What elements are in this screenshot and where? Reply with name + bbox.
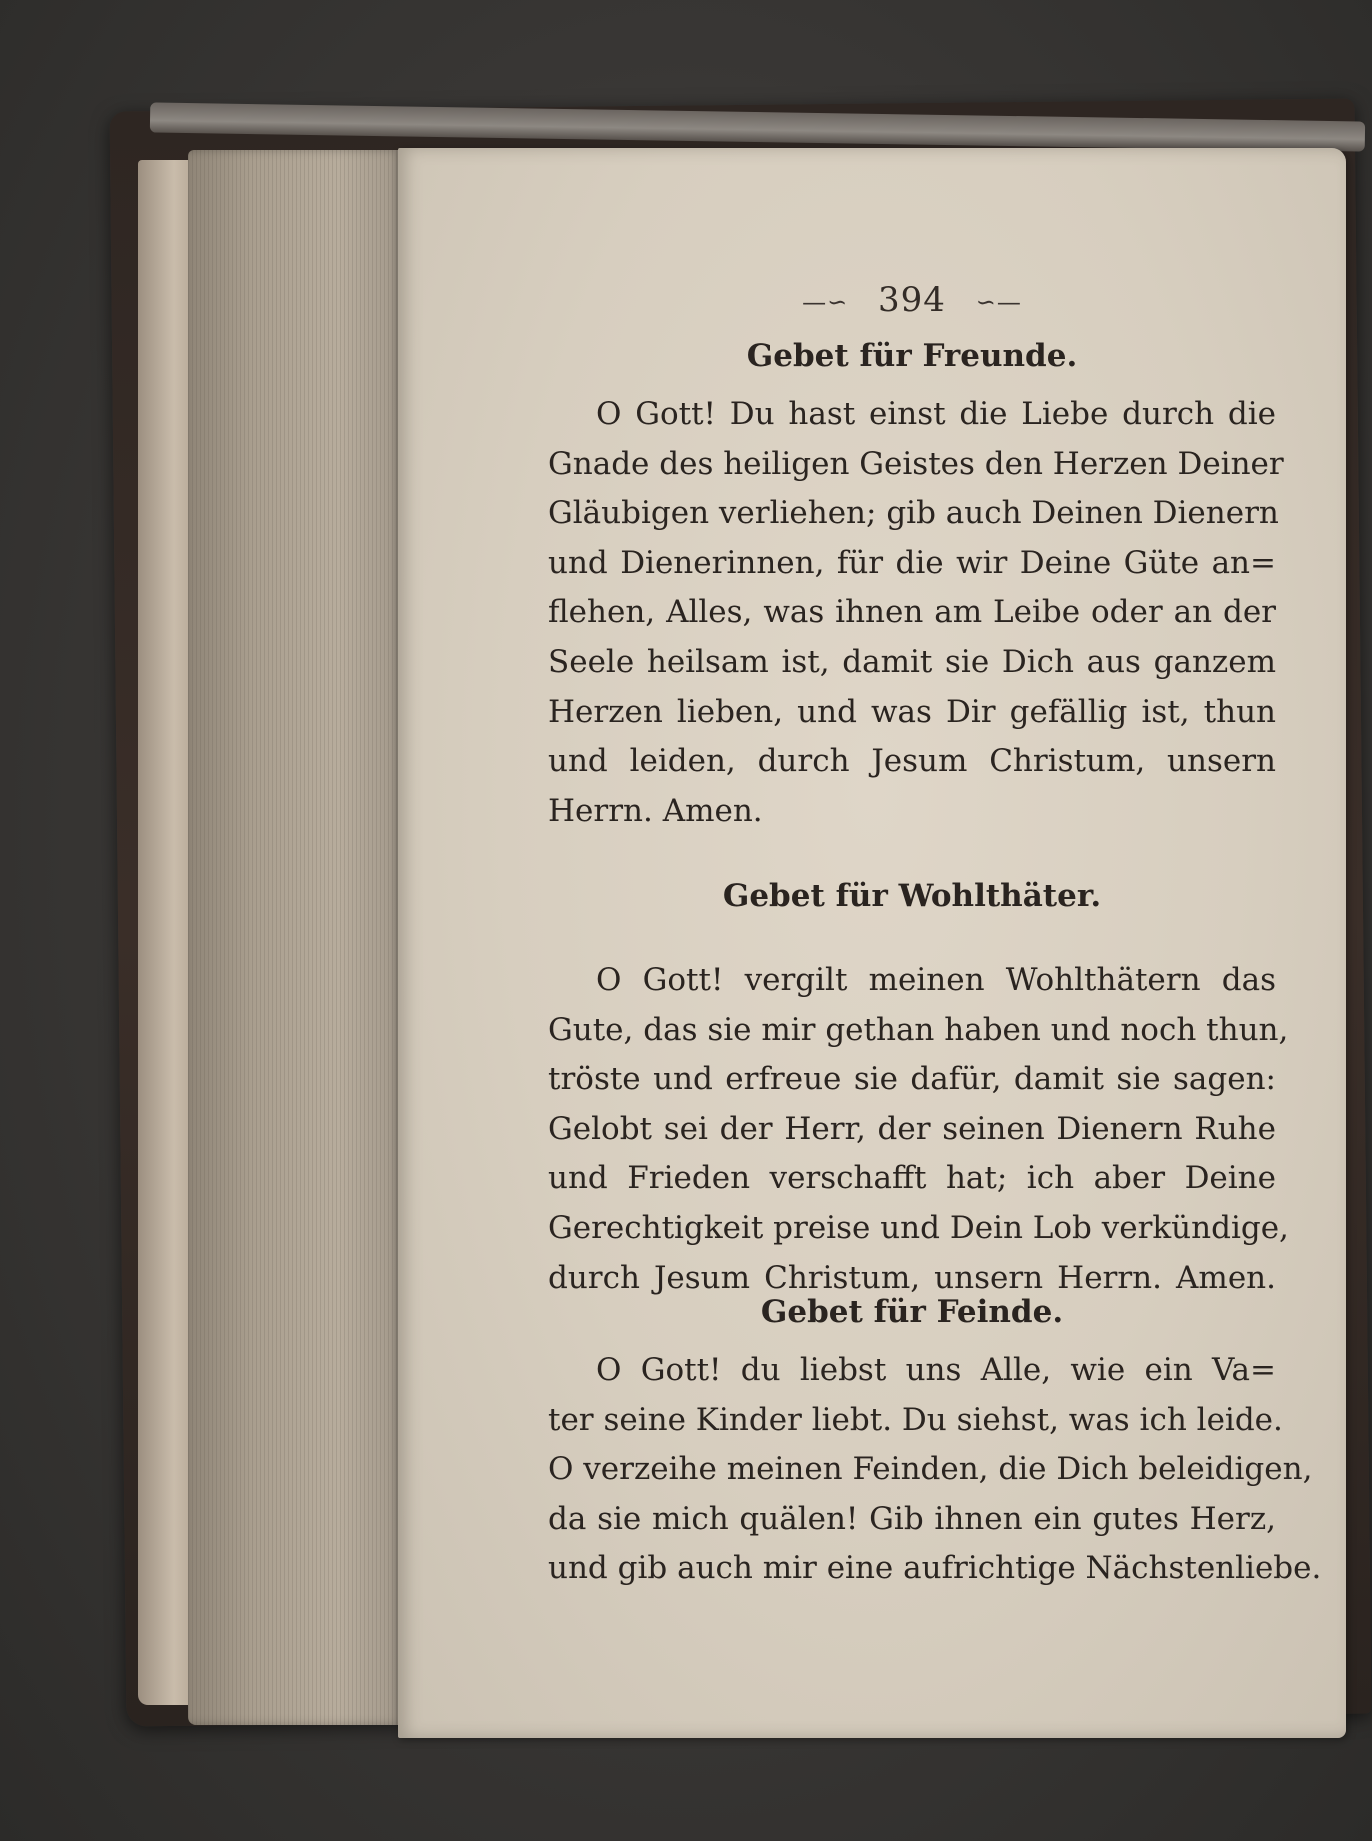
- left-ornament: —∽: [802, 288, 849, 316]
- right-ornament: ∽—: [975, 288, 1022, 316]
- book-page: [398, 148, 1346, 1738]
- text-line: da sie mich quälen! Gib ihnen ein gutes Herz,: [548, 1500, 1276, 1537]
- text-line: und Dienerinnen, für die wir Deine Güte an=: [548, 544, 1276, 581]
- section-heading-feinde: Gebet für Feinde.: [760, 1294, 1064, 1330]
- section-heading-wohlthaeter: Gebet für Wohlthäter.: [722, 878, 1102, 914]
- text-line: O verzeihe meinen Feinden, die Dich beleidigen,: [548, 1451, 1313, 1488]
- text-line: Gelobt sei der Herr, der seinen Dienern Ruhe: [548, 1110, 1276, 1147]
- prayer-feinde: [548, 1346, 1322, 1594]
- text-line: durch Jesum Christum, unsern Herrn. Amen.: [548, 1259, 1276, 1296]
- text-line: tröste und erfreue sie dafür, damit sie sagen:: [548, 1061, 1276, 1098]
- prayer-wohlthaeter: [548, 956, 1289, 1303]
- text-line: O Gott! Du hast einst die Liebe durch die: [596, 396, 1276, 432]
- text-line: Seele heilsam ist, damit sie Dich aus ganzem: [548, 643, 1276, 680]
- page-number-value: 394: [878, 280, 946, 320]
- page-stack-edges: [188, 150, 403, 1725]
- text-line: und leiden, durch Jesum Christum, unsern: [548, 743, 1276, 780]
- text-line: Gnade des heiligen Geistes den Herzen Deiner: [548, 445, 1284, 482]
- text-line: und Frieden verschafft hat; ich aber Deine: [548, 1160, 1276, 1197]
- text-line: flehen, Alles, was ihnen am Leibe oder an der: [548, 594, 1276, 631]
- text-line: Gerechtigkeit preise und Dein Lob verkündige,: [548, 1209, 1289, 1246]
- text-line: ter seine Kinder liebt. Du siehst, was ich leide.: [548, 1401, 1283, 1438]
- page-number: [548, 280, 1276, 320]
- text-line: und gib auch mir eine aufrichtige Nächstenliebe.: [548, 1550, 1322, 1587]
- text-line: Gläubigen verliehen; gib auch Deinen Dienern: [548, 495, 1279, 532]
- text-line: Herzen lieben, und was Dir gefällig ist, thun: [548, 693, 1276, 730]
- prayer-freunde: [548, 390, 1284, 836]
- text-line: Herrn. Amen.: [548, 792, 763, 829]
- text-line: O Gott! du liebst uns Alle, wie ein Va=: [596, 1352, 1276, 1388]
- text-line: Gute, das sie mir gethan haben und noch thun,: [548, 1011, 1289, 1048]
- text-line: O Gott! vergilt meinen Wohlthätern das: [596, 962, 1276, 998]
- section-heading-freunde: Gebet für Freunde.: [746, 338, 1078, 374]
